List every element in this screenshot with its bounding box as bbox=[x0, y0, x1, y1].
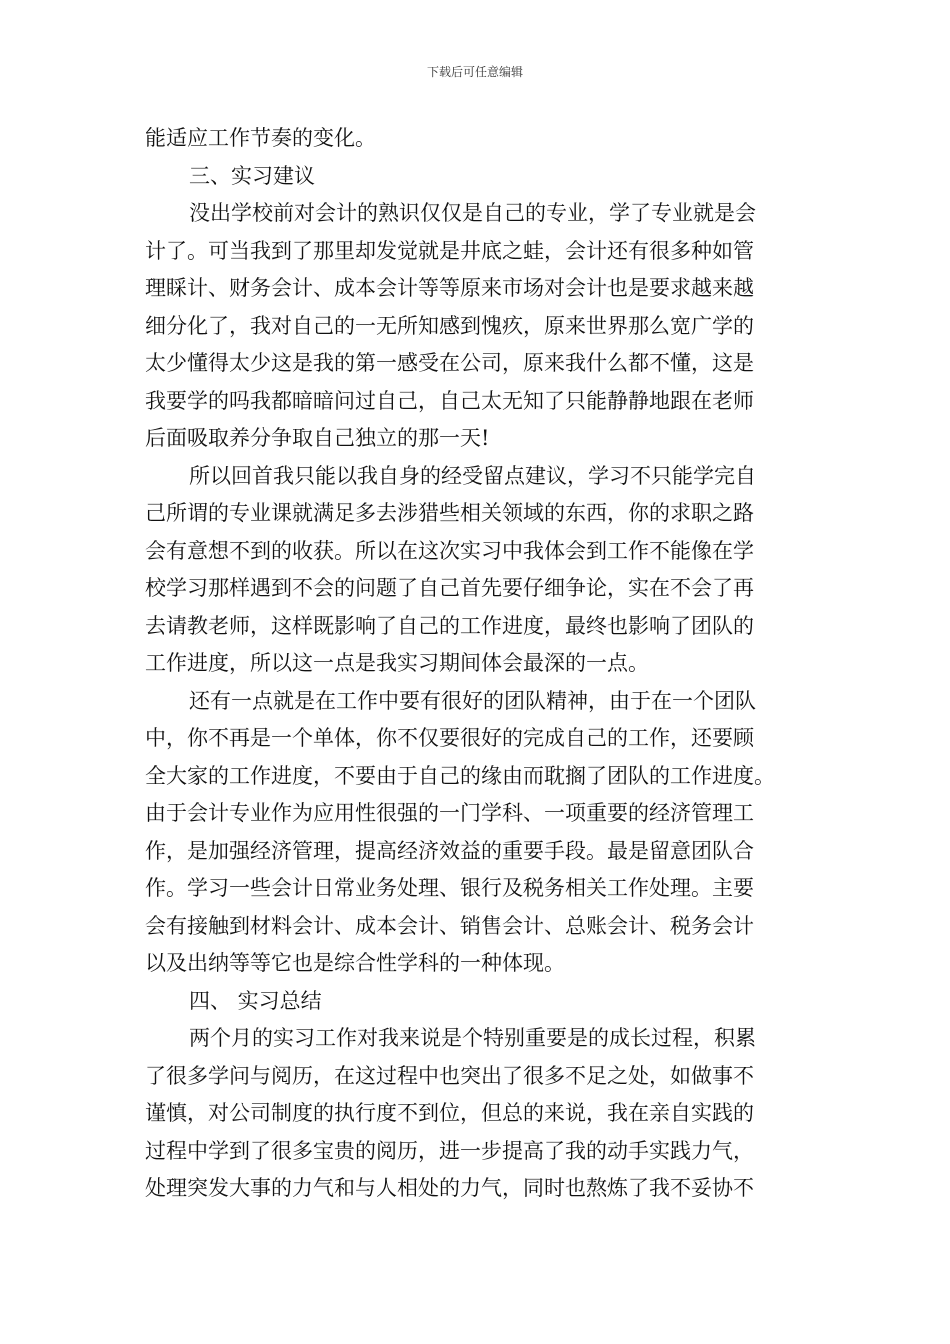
text-line: 太少懂得太少这是我的第一感受在公司，原来我什么都不懂，这是 bbox=[145, 351, 754, 375]
text-line: 会有意想不到的收获。所以在这次实习中我体会到工作不能像在学 bbox=[145, 538, 754, 563]
text-line: 工作进度，所以这一点是我实习期间体会最深的一点。 bbox=[145, 651, 649, 675]
text-line: 三、实习建议 bbox=[189, 163, 315, 188]
text-line: 中，你不再是一个单体，你不仅要很好的完成自己的工作，还要顾 bbox=[145, 726, 754, 750]
text-line: 去请教老师，这样既影响了自己的工作进度，最终也影响了团队的 bbox=[145, 613, 754, 638]
text-line: 后面吸取养分争取自己独立的那一天! bbox=[145, 426, 490, 450]
text-line: 所以回首我只能以我自身的经受留点建议，学习不只能学完自 bbox=[189, 463, 756, 488]
text-line: 没出学校前对会计的熟识仅仅是自己的专业，学了专业就是会 bbox=[189, 201, 756, 225]
text-line: 了很多学问与阅历，在这过程中也突出了很多不足之处，如做事不 bbox=[145, 1063, 754, 1088]
text-line: 过程中学到了很多宝贵的阅历，进一步提高了我的动手实践力气， bbox=[145, 1138, 754, 1163]
text-line: 校学习那样遇到不会的问题了自己首先要仔细争论，实在不会了再 bbox=[145, 576, 754, 600]
text-line: 计了。可当我到了那里却发觉就是井底之蛙，会计还有很多种如管 bbox=[145, 238, 754, 263]
text-line: 能适应工作节奏的变化。 bbox=[145, 126, 376, 150]
text-line: 还有一点就是在工作中要有很好的团队精神，由于在一个团队 bbox=[189, 688, 756, 713]
text-line: 四、 实习总结 bbox=[189, 988, 322, 1013]
text-line: 我要学的吗我都暗暗问过自己，自己太无知了只能静静地跟在老师 bbox=[145, 388, 754, 413]
text-line: 理睬计、财务会计、成本会计等等原来市场对会计也是要求越来越 bbox=[145, 276, 754, 300]
text-line: 作，是加强经济管理，提高经济效益的重要手段。最是留意团队合 bbox=[145, 838, 754, 863]
document-body bbox=[145, 120, 825, 1208]
text-line: 作。学习一些会计日常业务处理、银行及税务相关工作处理。主要 bbox=[145, 876, 754, 900]
text-line: 两个月的实习工作对我来说是个特别重要是的成长过程，积累 bbox=[189, 1026, 756, 1050]
text-line: 以及出纳等等它也是综合性学科的一种体现。 bbox=[145, 951, 565, 975]
text-line: 谨慎，对公司制度的执行度不到位，但总的来说，我在亲自实践的 bbox=[145, 1101, 754, 1125]
text-line: 处理突发大事的力气和与人相处的力气，同时也熬炼了我不妥协不 bbox=[145, 1176, 754, 1200]
text-line: 会有接触到材料会计、成本会计、销售会计、总账会计、税务会计 bbox=[145, 913, 754, 938]
text-line: 己所谓的专业课就满足多去涉猎些相关领域的东西，你的求职之路 bbox=[145, 501, 754, 525]
text-line: 全大家的工作进度，不要由于自己的缘由而耽搁了团队的工作进度。 bbox=[145, 763, 775, 788]
text-line: 细分化了，我对自己的一无所知感到愧疚，原来世界那么宽广学的 bbox=[145, 313, 754, 338]
page-header: 下载后可任意编辑 bbox=[426, 65, 523, 79]
text-line: 由于会计专业作为应用性很强的一门学科、一项重要的经济管理工 bbox=[145, 801, 754, 825]
